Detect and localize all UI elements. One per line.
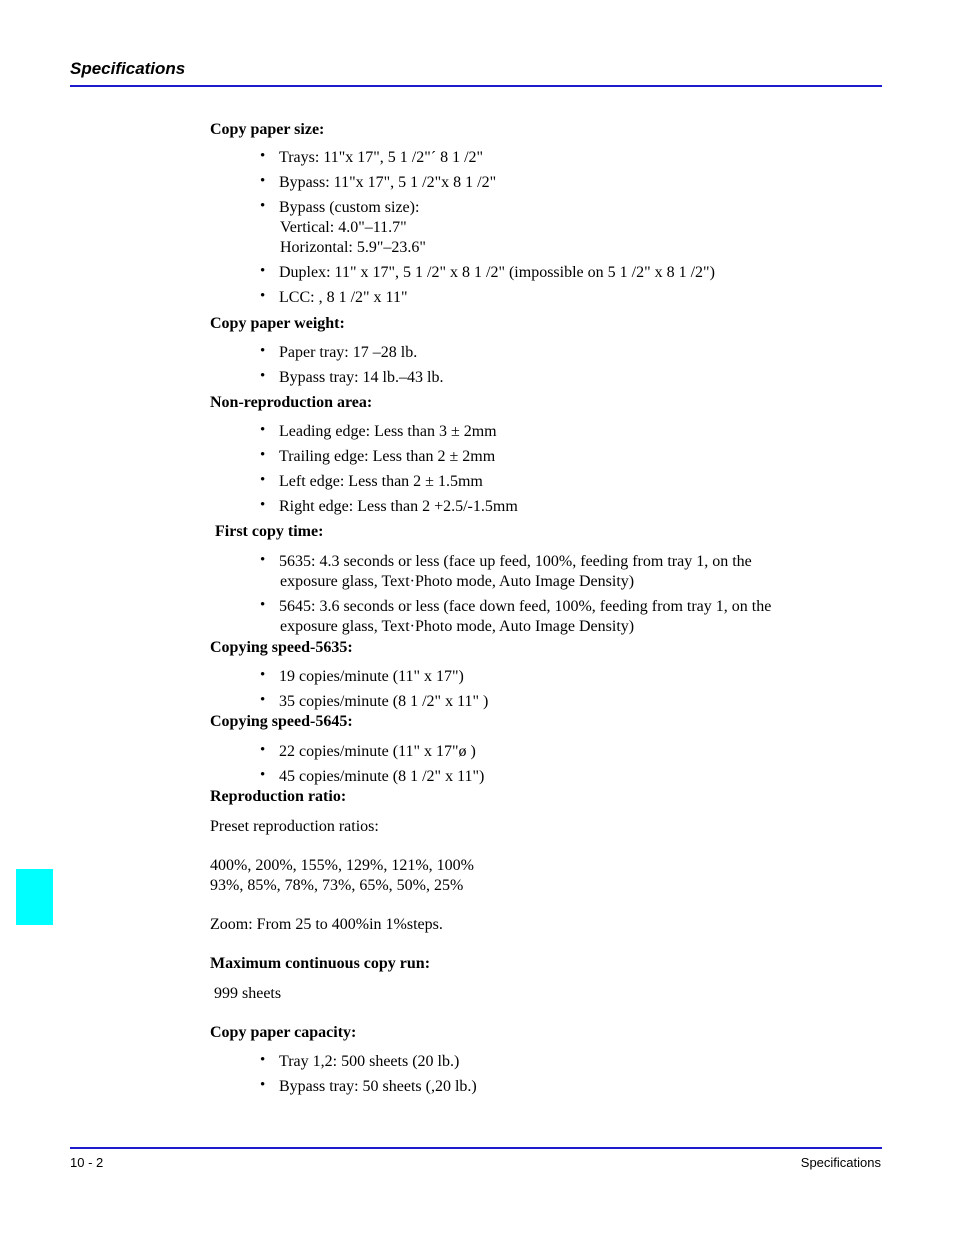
list-item: Duplex: 11" x 17", 5 1 /2" x 8 1 /2" (impossible on 5 1 /2" x 8 1 /2"): [279, 264, 715, 281]
zoom-range: Zoom: From 25 to 400%in 1%steps.: [210, 916, 443, 933]
header-rule: [70, 85, 882, 87]
section-heading-non-repro: Non-reproduction area:: [210, 394, 373, 411]
bullet-icon: •: [260, 148, 266, 164]
bullet-icon: •: [260, 767, 266, 783]
bullet-icon: •: [260, 198, 266, 214]
bullet-icon: •: [260, 692, 266, 708]
footer-section-title: Specifications: [800, 1155, 881, 1170]
bullet-icon: •: [260, 173, 266, 189]
list-item-subline: Horizontal: 5.9"–23.6": [280, 239, 426, 256]
section-heading-capacity: Copy paper capacity:: [210, 1024, 357, 1041]
list-item: Bypass (custom size):: [279, 199, 420, 216]
bullet-icon: •: [260, 742, 266, 758]
bullet-icon: •: [260, 472, 266, 488]
bullet-icon: •: [260, 422, 266, 438]
bullet-icon: •: [260, 497, 266, 513]
section-heading-repro-ratio: Reproduction ratio:: [210, 788, 347, 805]
section-heading-paper-weight: Copy paper weight:: [210, 315, 345, 332]
list-item: Paper tray: 17 –28 lb.: [279, 344, 418, 361]
list-item-subline: exposure glass, Text·Photo mode, Auto Image Density): [280, 573, 635, 590]
list-item: 5635: 4.3 seconds or less (face up feed, 100%, feeding from tray 1, on the: [279, 553, 752, 570]
bullet-icon: •: [260, 368, 266, 384]
list-item: Right edge: Less than 2 +2.5/-1.5mm: [279, 498, 518, 515]
section-heading-speed-5645: Copying speed-5645:: [210, 713, 353, 730]
bullet-icon: •: [260, 1077, 266, 1093]
footer-rule: [70, 1147, 882, 1149]
list-item: Bypass tray: 50 sheets (,20 lb.): [279, 1078, 477, 1095]
list-item: Trays: 11"x 17", 5 1 /2"´ 8 1 /2": [279, 149, 484, 166]
section-heading-first-copy: First copy time:: [215, 523, 324, 540]
list-item: Leading edge: Less than 3 ± 2mm: [279, 423, 497, 440]
list-item: Bypass tray: 14 lb.–43 lb.: [279, 369, 444, 386]
section-heading-paper-size: Copy paper size:: [210, 121, 325, 138]
max-run-value: 999 sheets: [210, 985, 282, 1002]
list-item-subline: Vertical: 4.0"–11.7": [280, 219, 407, 236]
list-item: 45 copies/minute (8 1 /2" x 11"): [279, 768, 485, 785]
preset-ratios-line-2: 93%, 85%, 78%, 73%, 65%, 50%, 25%: [210, 877, 464, 894]
preset-ratios-label: Preset reproduction ratios:: [210, 818, 379, 835]
list-item: Bypass: 11"x 17", 5 1 /2"x 8 1 /2": [279, 174, 497, 191]
list-item: Left edge: Less than 2 ± 1.5mm: [279, 473, 483, 490]
bullet-icon: •: [260, 343, 266, 359]
list-item: Tray 1,2: 500 sheets (20 lb.): [279, 1053, 460, 1070]
section-heading-speed-5635: Copying speed-5635:: [210, 639, 353, 656]
footer-page-number: 10 - 2: [70, 1155, 104, 1170]
list-item: LCC: , 8 1 /2" x 11": [279, 289, 408, 306]
section-heading-max-run: Maximum continuous copy run:: [210, 955, 431, 972]
list-item-subline: exposure glass, Text·Photo mode, Auto Image Density): [280, 618, 635, 635]
bullet-icon: •: [260, 447, 266, 463]
bullet-icon: •: [260, 288, 266, 304]
bullet-icon: •: [260, 597, 266, 613]
bullet-icon: •: [260, 552, 266, 568]
bullet-icon: •: [260, 667, 266, 683]
chapter-tab-marker: [16, 869, 53, 925]
list-item: 5645: 3.6 seconds or less (face down feed, 100%, feeding from tray 1, on the: [279, 598, 772, 615]
preset-ratios-line-1: 400%, 200%, 155%, 129%, 121%, 100%: [210, 857, 474, 874]
list-item: 19 copies/minute (11" x 17"): [279, 668, 464, 685]
list-item: 35 copies/minute (8 1 /2" x 11" ): [279, 693, 489, 710]
list-item: Trailing edge: Less than 2 ± 2mm: [279, 448, 496, 465]
page-header-title: Specifications: [70, 59, 186, 78]
bullet-icon: •: [260, 263, 266, 279]
list-item: 22 copies/minute (11" x 17"ø ): [279, 743, 476, 760]
bullet-icon: •: [260, 1052, 266, 1068]
